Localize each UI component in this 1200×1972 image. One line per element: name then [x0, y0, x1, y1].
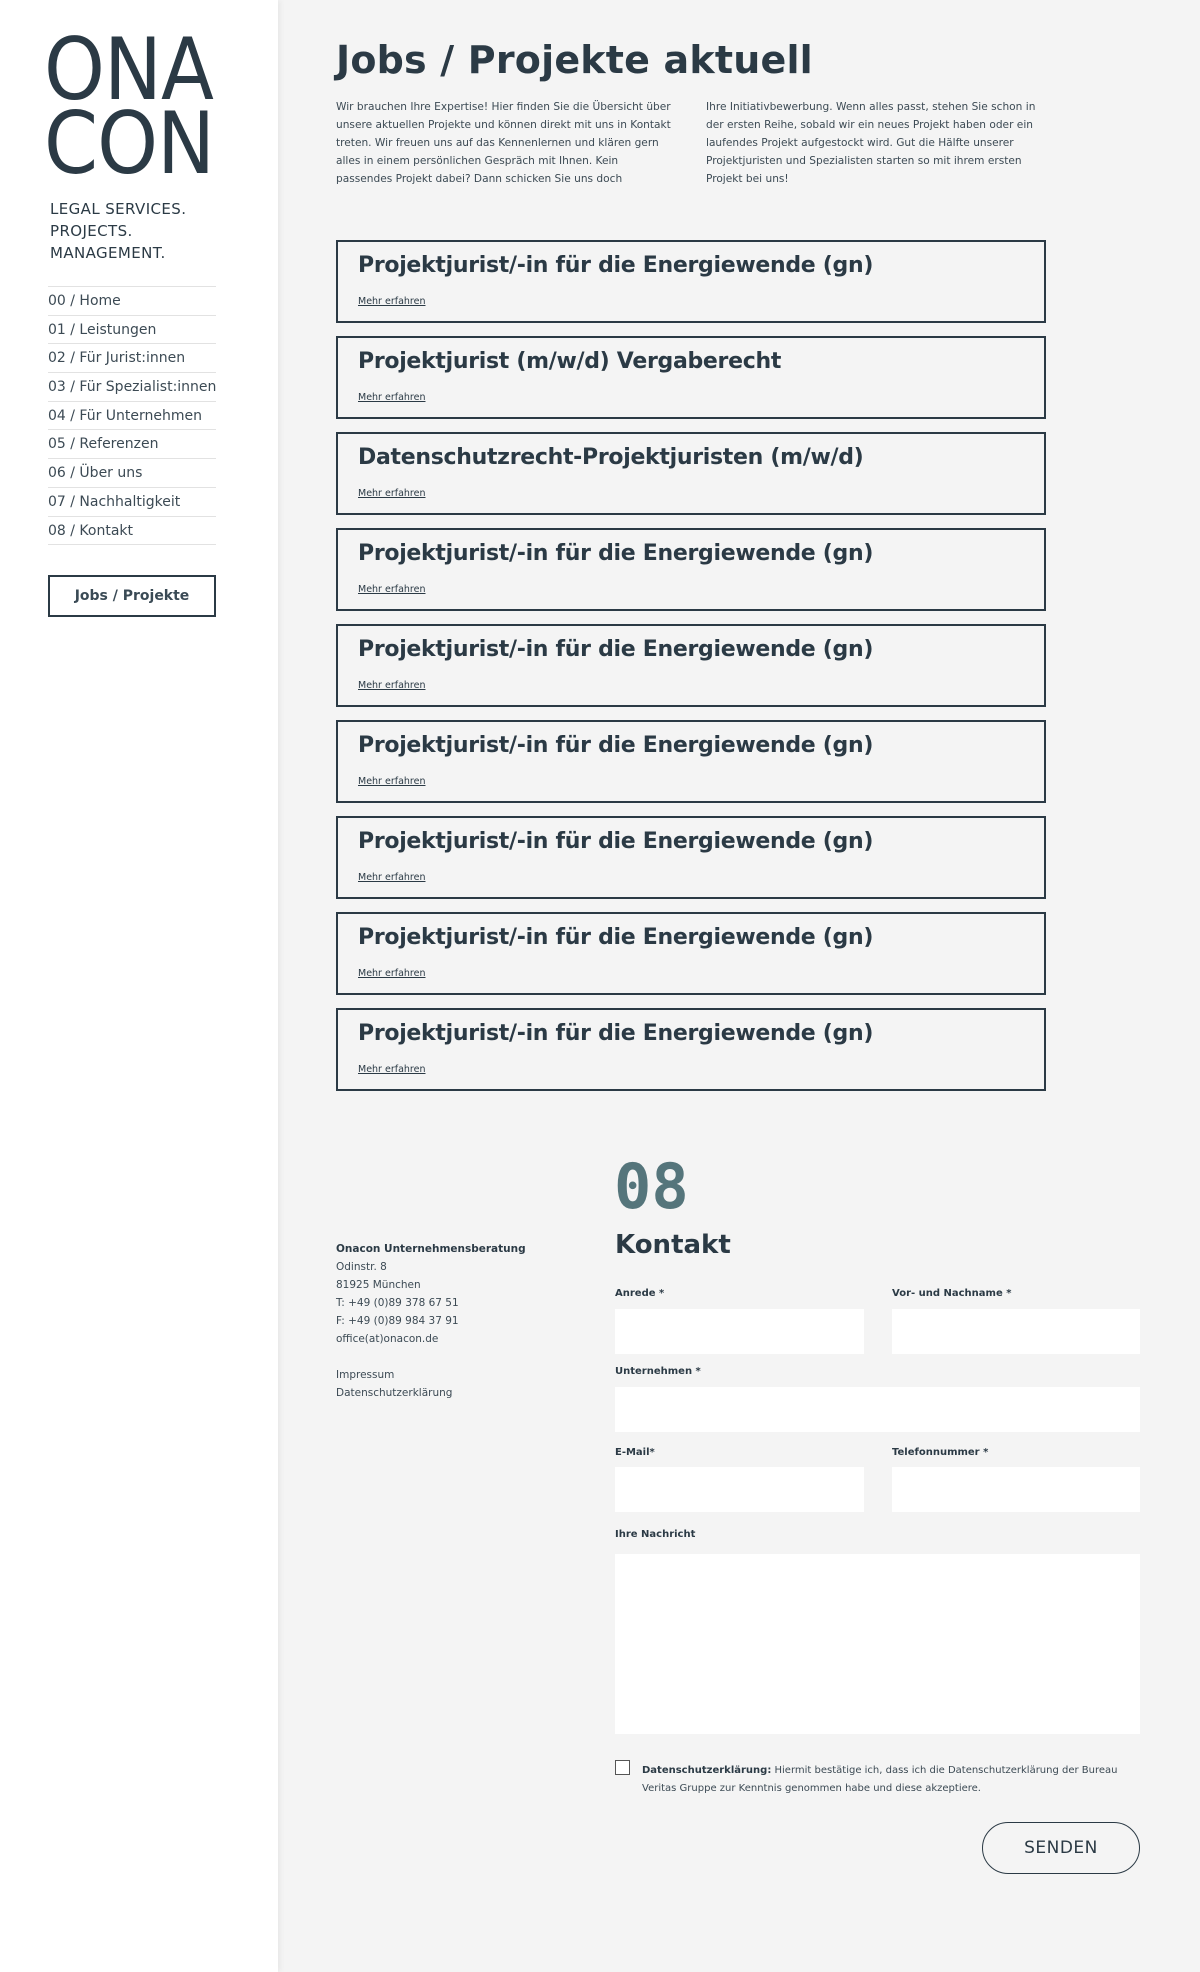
job-title: Projektjurist/-in für die Energiewende (gn): [358, 829, 874, 854]
company-address: [336, 1240, 526, 1402]
page-title: Jobs / Projekte aktuell: [336, 38, 813, 82]
more-info-link[interactable]: Mehr erfahren: [358, 776, 426, 787]
jobs-projects-button[interactable]: Jobs / Projekte: [48, 575, 216, 617]
job-card[interactable]: [336, 432, 1046, 515]
email-link[interactable]: office(at)onacon.de: [336, 1333, 439, 1345]
intro-text-left: Wir brauchen Ihre Expertise! Hier finden Sie die Übersicht über unsere aktuellen Projekte und können direkt mit uns in Kontakt treten. Wir freuen uns auf das Kennenlernen und klären gern alles in einem persönlichen Gespräch mit Ihnen. Kein passendes Projekt dabei? Dann schicken Sie uns doch: [336, 101, 671, 185]
job-title: Projektjurist/-in für die Energiewende (gn): [358, 253, 874, 278]
phone-field[interactable]: [892, 1467, 1140, 1512]
nav-item-juristinnen[interactable]: 02 / Für Jurist:innen: [48, 344, 216, 373]
phone: T: +49 (0)89 378 67 51: [336, 1297, 459, 1309]
privacy-link[interactable]: Datenschutzerklärung: [336, 1387, 453, 1399]
tagline: [50, 198, 186, 264]
impressum-link[interactable]: Impressum: [336, 1369, 395, 1381]
more-info-link[interactable]: Mehr erfahren: [358, 488, 426, 499]
street: Odinstr. 8: [336, 1261, 387, 1273]
more-info-link[interactable]: Mehr erfahren: [358, 680, 426, 691]
job-card[interactable]: [336, 816, 1046, 899]
job-title: Projektjurist/-in für die Energiewende (gn): [358, 733, 874, 758]
job-title: Datenschutzrecht-Projektjuristen (m/w/d): [358, 445, 864, 470]
contact-title: Kontakt: [615, 1230, 731, 1260]
nav-item-unternehmen[interactable]: 04 / Für Unternehmen: [48, 402, 216, 431]
nav-item-leistungen[interactable]: 01 / Leistungen: [48, 316, 216, 345]
message-label: Ihre Nachricht: [615, 1529, 696, 1540]
tagline-line: PROJECTS.: [50, 222, 133, 240]
job-list: [336, 240, 1046, 1104]
send-button[interactable]: SENDEN: [982, 1822, 1140, 1874]
job-card[interactable]: [336, 528, 1046, 611]
intro-text-right: Ihre Initiativbewerbung. Wenn alles passt, stehen Sie schon in der ersten Reihe, sobald wir ein neues Projekt haben oder ein laufendes Projekt aufgestockt wird. Gut die Hälfte unserer Projektjuristen und Spezialisten starten so mit ihrem ersten Projekt bei uns!: [706, 101, 1036, 185]
company-field[interactable]: [615, 1387, 1140, 1432]
job-title: Projektjurist/-in für die Energiewende (gn): [358, 1021, 874, 1046]
nav-item-kontakt[interactable]: 08 / Kontakt: [48, 517, 216, 546]
job-card[interactable]: [336, 720, 1046, 803]
sidebar: [0, 0, 278, 1972]
anrede-label: Anrede *: [615, 1288, 665, 1299]
job-card[interactable]: [336, 336, 1046, 419]
anrede-field[interactable]: [615, 1309, 864, 1354]
logo-line-2: CON: [44, 94, 215, 194]
consent-heading: Datenschutzerklärung:: [642, 1765, 772, 1776]
job-title: Projektjurist/-in für die Energiewende (gn): [358, 541, 874, 566]
main-nav: [48, 286, 216, 545]
job-title: Projektjurist/-in für die Energiewende (gn): [358, 925, 874, 950]
email-field[interactable]: [615, 1467, 864, 1512]
name-field[interactable]: [892, 1309, 1140, 1354]
job-card[interactable]: [336, 1008, 1046, 1091]
more-info-link[interactable]: Mehr erfahren: [358, 1064, 426, 1075]
message-field[interactable]: [615, 1554, 1140, 1734]
job-title: Projektjurist/-in für die Energiewende (gn): [358, 637, 874, 662]
tagline-line: MANAGEMENT.: [50, 244, 166, 262]
job-card[interactable]: [336, 624, 1046, 707]
consent-text: [642, 1762, 1142, 1798]
more-info-link[interactable]: Mehr erfahren: [358, 584, 426, 595]
job-card[interactable]: [336, 912, 1046, 995]
phone-label: Telefonnummer *: [892, 1447, 989, 1458]
nav-item-spezialistinnen[interactable]: 03 / Für Spezialist:innen: [48, 373, 216, 402]
fax: F: +49 (0)89 984 37 91: [336, 1315, 459, 1327]
email-label: E-Mail*: [615, 1447, 655, 1458]
section-number: 08: [614, 1150, 689, 1223]
city: 81925 München: [336, 1279, 421, 1291]
more-info-link[interactable]: Mehr erfahren: [358, 392, 426, 403]
logo-line-1: ONA: [44, 20, 214, 120]
more-info-link[interactable]: Mehr erfahren: [358, 968, 426, 979]
nav-item-ueber-uns[interactable]: 06 / Über uns: [48, 459, 216, 488]
nav-item-home[interactable]: 00 / Home: [48, 287, 216, 316]
job-card[interactable]: [336, 240, 1046, 323]
consent-checkbox[interactable]: [615, 1760, 630, 1775]
nav-item-referenzen[interactable]: 05 / Referenzen: [48, 430, 216, 459]
name-label: Vor- und Nachname *: [892, 1288, 1012, 1299]
company-name: Onacon Unternehmensberatung: [336, 1243, 526, 1255]
logo[interactable]: [44, 20, 215, 194]
tagline-line: LEGAL SERVICES.: [50, 200, 187, 218]
company-label: Unternehmen *: [615, 1366, 701, 1377]
consent-body: Hiermit bestätige ich, dass ich die Datenschutzerklärung der Bureau Veritas Gruppe zur Kenntnis genommen habe und diese akzeptiere.: [642, 1765, 1118, 1794]
more-info-link[interactable]: Mehr erfahren: [358, 296, 426, 307]
more-info-link[interactable]: Mehr erfahren: [358, 872, 426, 883]
job-title: Projektjurist (m/w/d) Vergaberecht: [358, 349, 782, 374]
nav-item-nachhaltigkeit[interactable]: 07 / Nachhaltigkeit: [48, 488, 216, 517]
